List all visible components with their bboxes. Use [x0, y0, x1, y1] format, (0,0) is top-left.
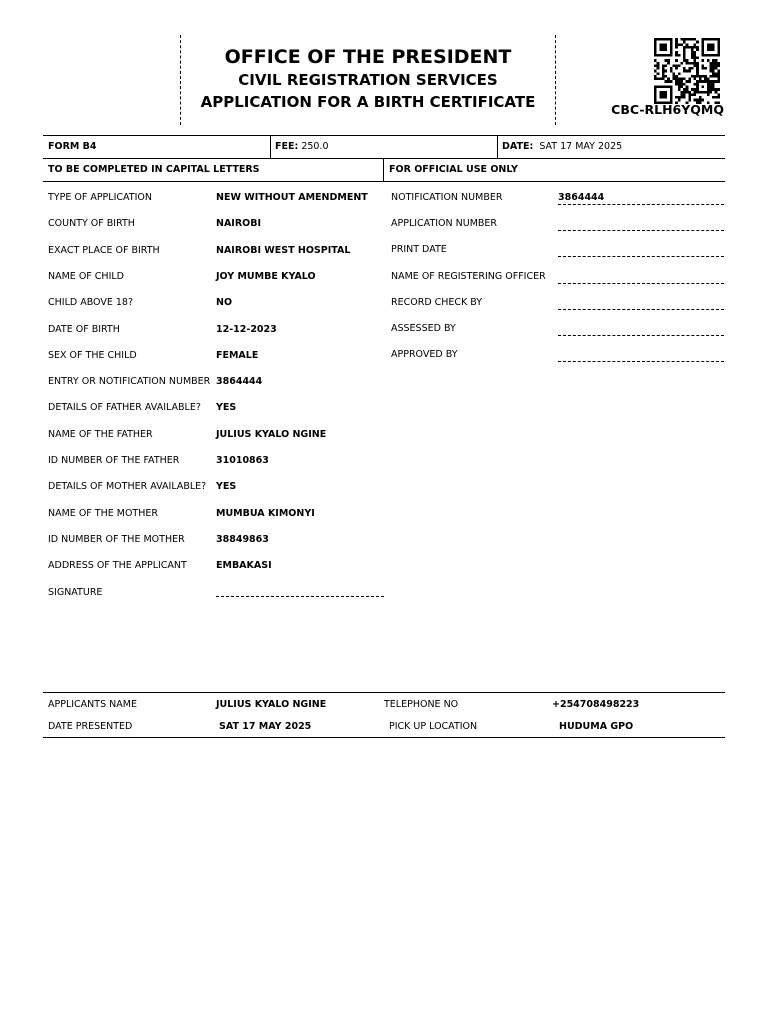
date-value: SAT 17 MAY 2025: [539, 141, 623, 152]
section-left-heading: TO BE COMPLETED IN CAPITAL LETTERS: [48, 164, 260, 175]
field-value: 12-12-2023: [216, 323, 277, 335]
pickup-location-label: PICK UP LOCATION: [389, 721, 478, 732]
table-row-border: [43, 158, 725, 159]
field-value: EMBAKASI: [216, 560, 272, 572]
field-label: DETAILS OF MOTHER AVAILABLE?: [48, 481, 207, 493]
official-label: PRINT DATE: [391, 244, 447, 256]
reference-number: CBC-RLH6YQMQ: [611, 102, 724, 117]
field-label: TYPE OF APPLICATION: [48, 192, 152, 203]
footer-top-border: [43, 692, 725, 693]
field-value: JULIUS KYALO NGINE: [216, 428, 327, 440]
fee-value: 250.0: [301, 141, 329, 152]
field-value: NAIROBI: [216, 218, 262, 230]
field-value: 3864444: [216, 376, 263, 388]
field-label: ENTRY OR NOTIFICATION NUMBER: [48, 376, 211, 388]
field-value: MUMBUA KIMONYI: [216, 507, 315, 519]
official-label: APPLICATION NUMBER: [391, 218, 498, 230]
date-label: DATE:: [502, 141, 534, 152]
field-value: NEW WITHOUT AMENDMENT: [216, 192, 368, 203]
field-label: NAME OF THE MOTHER: [48, 507, 158, 519]
form-number: FORM B4: [48, 141, 97, 152]
field-label: DETAILS OF FATHER AVAILABLE?: [48, 402, 201, 414]
field-label: ADDRESS OF THE APPLICANT: [48, 560, 187, 572]
date-presented-value: SAT 17 MAY 2025: [219, 721, 312, 732]
field-value: NAIROBI WEST HOSPITAL: [216, 244, 351, 256]
official-value-field[interactable]: 3864444: [558, 192, 724, 205]
official-value-field[interactable]: [558, 218, 724, 231]
section-divider: [383, 158, 384, 181]
field-value: JOY MUMBE KYALO: [216, 270, 316, 282]
field-label: ID NUMBER OF THE FATHER: [48, 455, 180, 466]
field-label: EXACT PLACE OF BIRTH: [48, 244, 160, 256]
official-value-field[interactable]: [558, 323, 724, 336]
field-value: 38849863: [216, 533, 269, 545]
official-label: RECORD CHECK BY: [391, 296, 483, 308]
field-value: 31010863: [216, 455, 269, 466]
field-label: ID NUMBER OF THE MOTHER: [48, 533, 185, 545]
header-title: OFFICE OF THE PRESIDENT: [224, 46, 512, 68]
date-presented-label: DATE PRESENTED: [48, 721, 133, 732]
field-value: NO: [216, 297, 233, 309]
official-value-field[interactable]: [558, 297, 724, 310]
field-value: FEMALE: [216, 349, 259, 361]
official-value-field[interactable]: [558, 349, 724, 362]
official-label: NAME OF REGISTERING OFFICER: [391, 270, 546, 282]
section-right-heading: FOR OFFICIAL USE ONLY: [389, 164, 518, 175]
applicant-name-label: APPLICANTS NAME: [48, 699, 137, 710]
date-cell: [502, 141, 622, 152]
table-top-border: [43, 135, 725, 136]
official-value-field[interactable]: [558, 271, 724, 284]
field-label: DATE OF BIRTH: [48, 323, 120, 335]
row-divider: [497, 135, 498, 158]
field-label: COUNTY OF BIRTH: [48, 218, 135, 230]
qr-code-icon: [654, 38, 720, 104]
row-divider: [270, 135, 271, 158]
official-value-field[interactable]: [558, 244, 724, 257]
official-label: NOTIFICATION NUMBER: [391, 192, 503, 203]
field-label: SIGNATURE: [48, 586, 103, 598]
footer-bottom-border: [43, 737, 725, 738]
field-label: SEX OF THE CHILD: [48, 349, 137, 361]
header-subtitle: CIVIL REGISTRATION SERVICES: [238, 71, 498, 89]
field-value: YES: [216, 402, 237, 414]
field-label: NAME OF THE FATHER: [48, 428, 153, 440]
header-divider-right: [555, 35, 556, 125]
field-value: YES: [216, 481, 237, 493]
pickup-location-value: HUDUMA GPO: [559, 721, 634, 732]
header-form-title: APPLICATION FOR A BIRTH CERTIFICATE: [200, 93, 536, 111]
telephone-value: +254708498223: [552, 699, 640, 710]
fee-cell: [275, 141, 329, 152]
table-row-border: [43, 181, 725, 182]
field-label: CHILD ABOVE 18?: [48, 297, 134, 309]
applicant-name-value: JULIUS KYALO NGINE: [216, 699, 327, 710]
official-label: APPROVED BY: [391, 349, 458, 361]
telephone-label: TELEPHONE NO: [384, 699, 459, 710]
signature-line[interactable]: [216, 596, 384, 597]
field-label: NAME OF CHILD: [48, 270, 124, 282]
header-divider-left: [180, 35, 181, 125]
official-label: ASSESSED BY: [391, 323, 456, 334]
fee-label: FEE:: [275, 141, 299, 152]
